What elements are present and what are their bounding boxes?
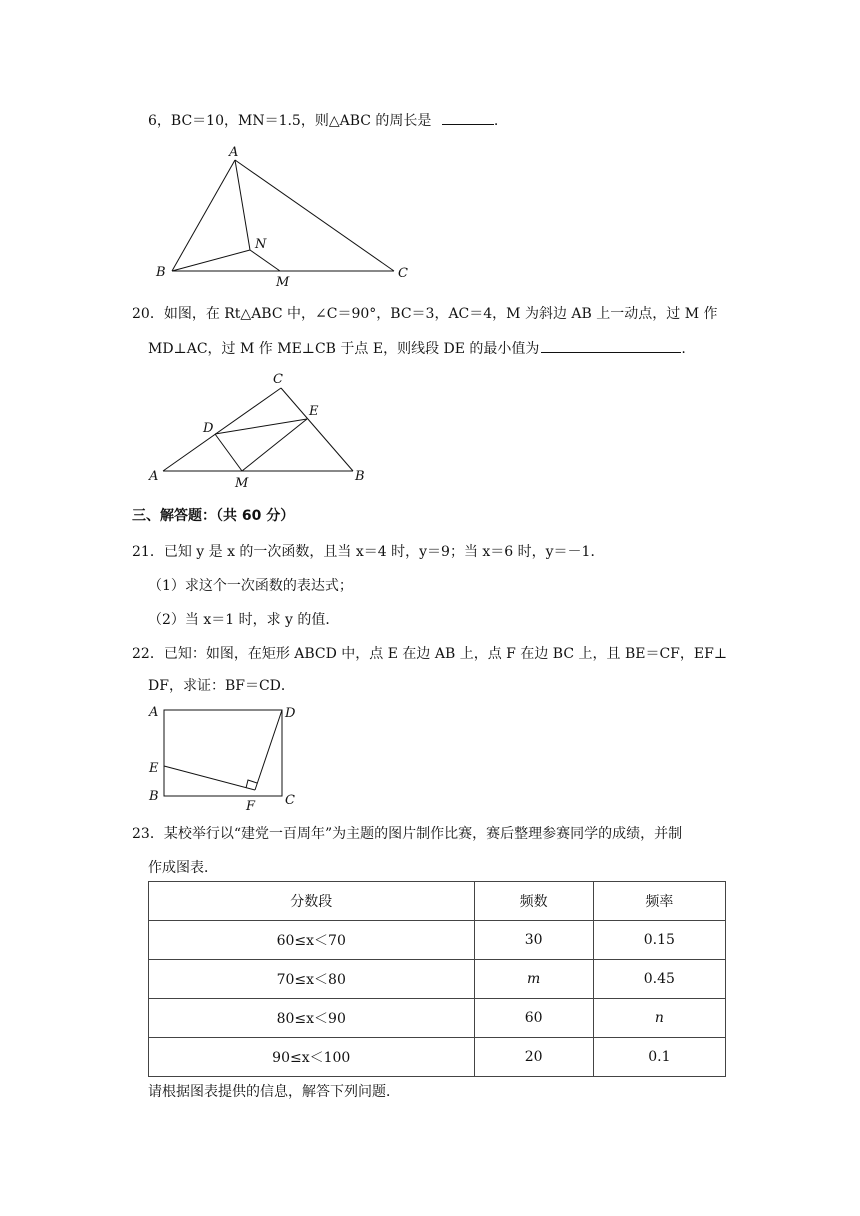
fig20-label-b: B (355, 469, 365, 484)
table-header-row (149, 882, 726, 921)
fig19-label-a: A (229, 145, 239, 160)
fig19-label-b: B (156, 265, 166, 280)
fig22-label-e: E (149, 761, 159, 776)
figure-q20-right-triangle (145, 370, 375, 490)
q19-tail-end: . (493, 113, 499, 129)
table-header-cell: 频率 (593, 882, 725, 921)
table-row (149, 1038, 726, 1077)
table-cell: 30 (474, 921, 593, 960)
q20-line-2 (148, 338, 686, 359)
q21-sub-1: （1）求这个一次函数的表达式； (148, 578, 353, 594)
table-row (149, 999, 726, 1038)
q19-tail-text: 6，BC＝10，MN＝1.5，则△ABC 的周长是 (148, 113, 432, 129)
table-header-cell: 分数段 (149, 882, 475, 921)
section-3-title: 三、解答题：（共 60 分） (132, 508, 295, 524)
q21-sub-2: （2）当 x＝1 时，求 y 的值． (148, 612, 340, 628)
frequency-table (148, 881, 726, 1077)
fig19-segment-bn (172, 250, 250, 271)
table-cell: 80≤x＜90 (149, 999, 475, 1038)
fig19-label-n: N (255, 237, 267, 252)
q22-line-1: 22．已知：如图，在矩形 ABCD 中，点 E 在边 AB 上，点 F 在边 BC 上，且 BE＝CF，EF⊥ (132, 646, 727, 662)
fig20-segment-de (215, 419, 307, 434)
table-cell: n (593, 999, 725, 1038)
q23-line-1: 23．某校举行以“建党一百周年”为主题的图片制作比赛，赛后整理参赛同学的成绩，并制 (132, 826, 683, 842)
table-cell: 90≤x＜100 (149, 1038, 475, 1077)
fig22-segment-ef (164, 766, 255, 790)
fig19-segment-ab (172, 160, 235, 271)
fig20-label-d: D (203, 421, 214, 436)
fig22-right-angle-mark (246, 780, 257, 788)
fig20-segment-bc (281, 388, 353, 471)
fig22-segment-fd (255, 710, 282, 790)
fig19-label-m: M (276, 275, 290, 290)
fig20-segment-ac (163, 388, 281, 471)
fig20-label-m: M (235, 476, 249, 490)
table-cell: 0.1 (593, 1038, 725, 1077)
fig22-label-f: F (246, 799, 256, 810)
table-row (149, 960, 726, 999)
table-header-cell: 频数 (474, 882, 593, 921)
q20-answer-blank (541, 338, 681, 353)
table-cell: 20 (474, 1038, 593, 1077)
q20-line-2-text: MD⊥AC，过 M 作 ME⊥CB 于点 E，则线段 DE 的最小值为 (148, 341, 540, 357)
q20-end: . (681, 341, 686, 357)
fig22-label-b: B (149, 789, 159, 804)
table-cell: 0.15 (593, 921, 725, 960)
fig19-segment-ac (235, 160, 394, 271)
fig20-segment-dm (215, 434, 242, 471)
fig20-label-c: C (273, 372, 283, 387)
q19-answer-blank (442, 110, 494, 125)
q19-tail-line (148, 110, 498, 131)
fig20-segment-me (242, 419, 307, 471)
fig22-label-d: D (285, 706, 296, 721)
table-cell: 0.45 (593, 960, 725, 999)
table-cell: m (474, 960, 593, 999)
fig20-label-a: A (149, 469, 159, 484)
q23-after-table: 请根据图表提供的信息，解答下列问题． (148, 1084, 400, 1100)
q23-line-2: 作成图表． (148, 860, 218, 876)
fig20-label-e: E (309, 404, 319, 419)
fig22-label-c: C (285, 793, 295, 808)
fig19-segment-an (235, 160, 250, 250)
figure-q19-triangle (150, 140, 420, 290)
fig22-rectangle-abcd (164, 710, 282, 796)
fig19-segment-nm (250, 250, 280, 271)
fig19-label-c: C (398, 266, 408, 281)
table-cell: 60≤x＜70 (149, 921, 475, 960)
table-cell: 70≤x＜80 (149, 960, 475, 999)
q22-line-2: DF，求证：BF＝CD． (148, 678, 295, 694)
fig22-label-a: A (149, 705, 159, 720)
table-row (149, 921, 726, 960)
q20-line-1: 20．如图，在 Rt△ABC 中，∠C＝90°，BC＝3，AC＝4，M 为斜边 AB 上一动点，过 M 作 (132, 306, 718, 322)
figure-q22-rectangle (145, 700, 315, 810)
table-cell: 60 (474, 999, 593, 1038)
q21-line-1: 21．已知 y 是 x 的一次函数，且当 x＝4 时，y＝9；当 x＝6 时，y＝－1． (132, 544, 605, 560)
